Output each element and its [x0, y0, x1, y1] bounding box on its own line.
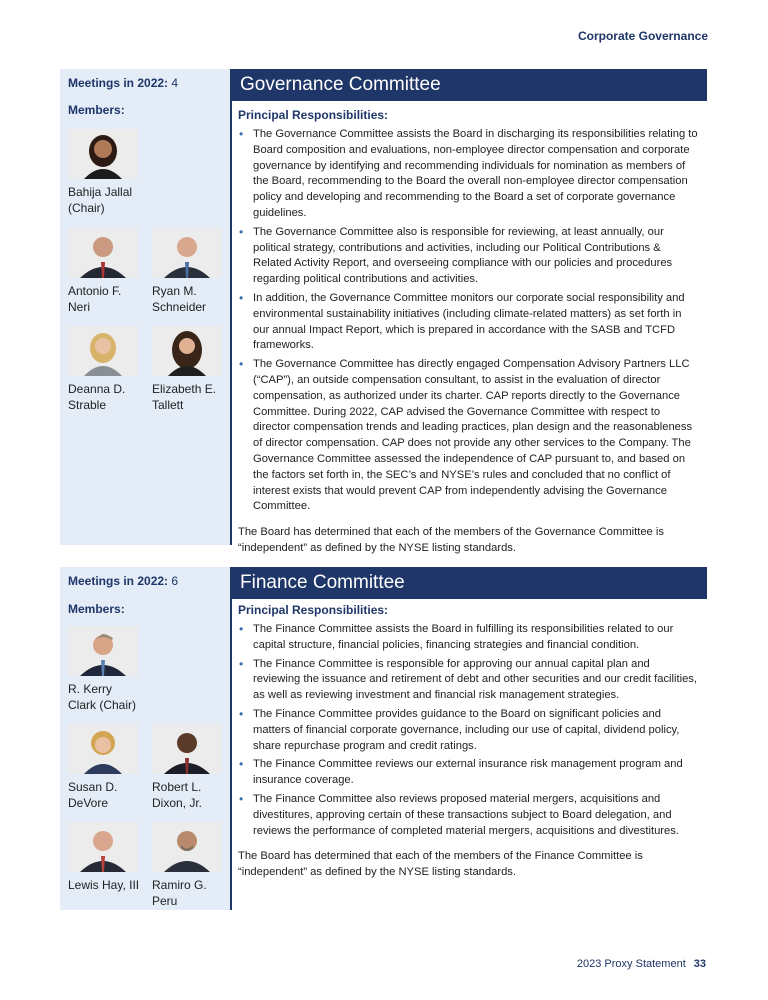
finance-content: [238, 603, 700, 881]
member-photo: [152, 822, 222, 872]
member-name: Deanna D. Strable: [68, 382, 126, 412]
responsibility-item: • In addition, the Governance Committee monitors our corporate social responsibility and environmental sustainability initiatives (including climate-related matters) as set forth in our annual Impact Report, which is prepared in accordance with the SASB and TCFD frameworks.: [238, 291, 700, 354]
member-photo: [68, 626, 138, 676]
responsibility-item: • The Finance Committee provides guidance to the Board on significant policies and matters of financial corporate governance, including our use of capital, dividend policy, share repurchase program and credit ratings.: [238, 707, 700, 754]
committee-title: Governance Committee: [232, 69, 707, 101]
finance-meetings: [68, 574, 178, 588]
members-label: Members:: [68, 103, 125, 117]
finance-committee-section: [60, 567, 707, 910]
responsibility-item: • The Governance Committee also is responsible for reviewing, at least annually, our political strategy, contributions and activities, including our Political Contributions & Related Activity Report, and overseeing compliance with our policies and procedures regarding political contributions and activities.: [238, 225, 700, 288]
member-card: [68, 228, 148, 315]
section-header: Corporate Governance: [577, 29, 708, 43]
responsibilities-heading: Principal Responsibilities:: [238, 108, 389, 122]
member-name: Ramiro G. Peru: [152, 878, 207, 908]
responsibility-item: • The Governance Committee has directly engaged Compensation Advisory Partners LLC (“CAP”), an outside compensation consultant, to assist in the evaluation of director compensation, as authorized under its charter. CAP reports directly to the Governance Committee. During 2022, CAP advised the Governance Committee with respect to director compensation trends and leading practices, plan design and the reasonableness of director compensation. CAP does not provide any other services to the Company. The Governance Committee assessed the independence of CAP pursuant to, and based on the factors set forth in, the SEC’s and NYSE’s rules and concluded that no conflict of interest exists that would prevent CAP from independently advising the Governance Committee.: [238, 357, 700, 515]
responsibility-item: • The Finance Committee is responsible for approving our annual capital plan and reviewing the issuance and retirement of debt and other securities and our credit facilities, as well as reviewing investment and financial risk management strategies.: [238, 657, 700, 704]
independence-statement: The Board has determined that each of the members of the Governance Committee is “independent” as defined by the NYSE listing standards.: [238, 526, 664, 554]
responsibility-item: • The Governance Committee assists the Board in discharging its responsibilities relating to Board composition and evaluations, non-employee director compensation and corporate governance by identifying and recommending individuals for nomination as members of the Board, recommending to the Board the overall non-employee director compensation policy and developing and recommending to the Board a set of corporate governance guidelines.: [238, 127, 700, 222]
member-photo: [68, 326, 138, 376]
member-card: [68, 822, 148, 893]
member-card: [152, 228, 232, 315]
member-name: Lewis Hay, III: [68, 878, 140, 892]
responsibility-item: • The Finance Committee also reviews proposed material mergers, acquisitions and divestitures, approving certain of these transactions subject to Board delegation, and reviews the performance of completed material mergers, acquisitions and divestitures.: [238, 792, 700, 839]
governance-committee-section: [60, 69, 707, 554]
member-photo: [68, 129, 138, 179]
governance-content: [238, 108, 700, 557]
member-name: Robert L. Dixon, Jr.: [152, 780, 203, 810]
member-photo: [68, 228, 138, 278]
member-photo: [68, 724, 138, 774]
independence-statement: The Board has determined that each of the members of the Finance Committee is “independent” as defined by the NYSE listing standards.: [238, 850, 643, 879]
responsibility-item: • The Finance Committee reviews our external insurance risk management program and insurance coverage.: [238, 757, 700, 789]
meetings-count: 4: [171, 76, 179, 90]
responsibility-item: • The Finance Committee assists the Board in fulfilling its responsibilities related to our capital structure, financial policies, financing strategies and financial condition.: [238, 622, 700, 654]
member-card: [152, 822, 232, 909]
member-photo: [68, 822, 138, 872]
member-card: [152, 724, 232, 811]
member-name: R. Kerry Clark (Chair): [68, 682, 137, 712]
document-title: 2023 Proxy Statement: [576, 958, 686, 970]
member-name: Elizabeth E. Tallett: [152, 382, 217, 412]
member-name: Antonio F. Neri: [68, 284, 122, 314]
member-card: [68, 326, 148, 413]
member-card: [68, 626, 148, 713]
responsibilities-heading: Principal Responsibilities:: [238, 603, 389, 617]
members-label: Members:: [68, 602, 125, 616]
member-card: [152, 326, 232, 413]
page-footer: [577, 958, 706, 970]
governance-meetings: [68, 76, 178, 90]
member-card: [68, 129, 148, 216]
page-number: 33: [693, 958, 706, 970]
member-name: Susan D. DeVore: [68, 780, 118, 810]
meetings-count: 6: [171, 574, 179, 588]
member-card: [68, 724, 148, 811]
meetings-label: Meetings in 2022:: [68, 574, 169, 588]
responsibilities-list: [238, 622, 700, 839]
committee-title: Finance Committee: [232, 567, 707, 599]
member-photo: [152, 228, 222, 278]
member-photo: [152, 326, 222, 376]
member-photo: [152, 724, 222, 774]
meetings-label: Meetings in 2022:: [68, 76, 169, 90]
responsibilities-list: [238, 127, 700, 515]
member-name: Bahija Jallal (Chair): [68, 185, 133, 215]
member-name: Ryan M. Schneider: [152, 284, 207, 314]
